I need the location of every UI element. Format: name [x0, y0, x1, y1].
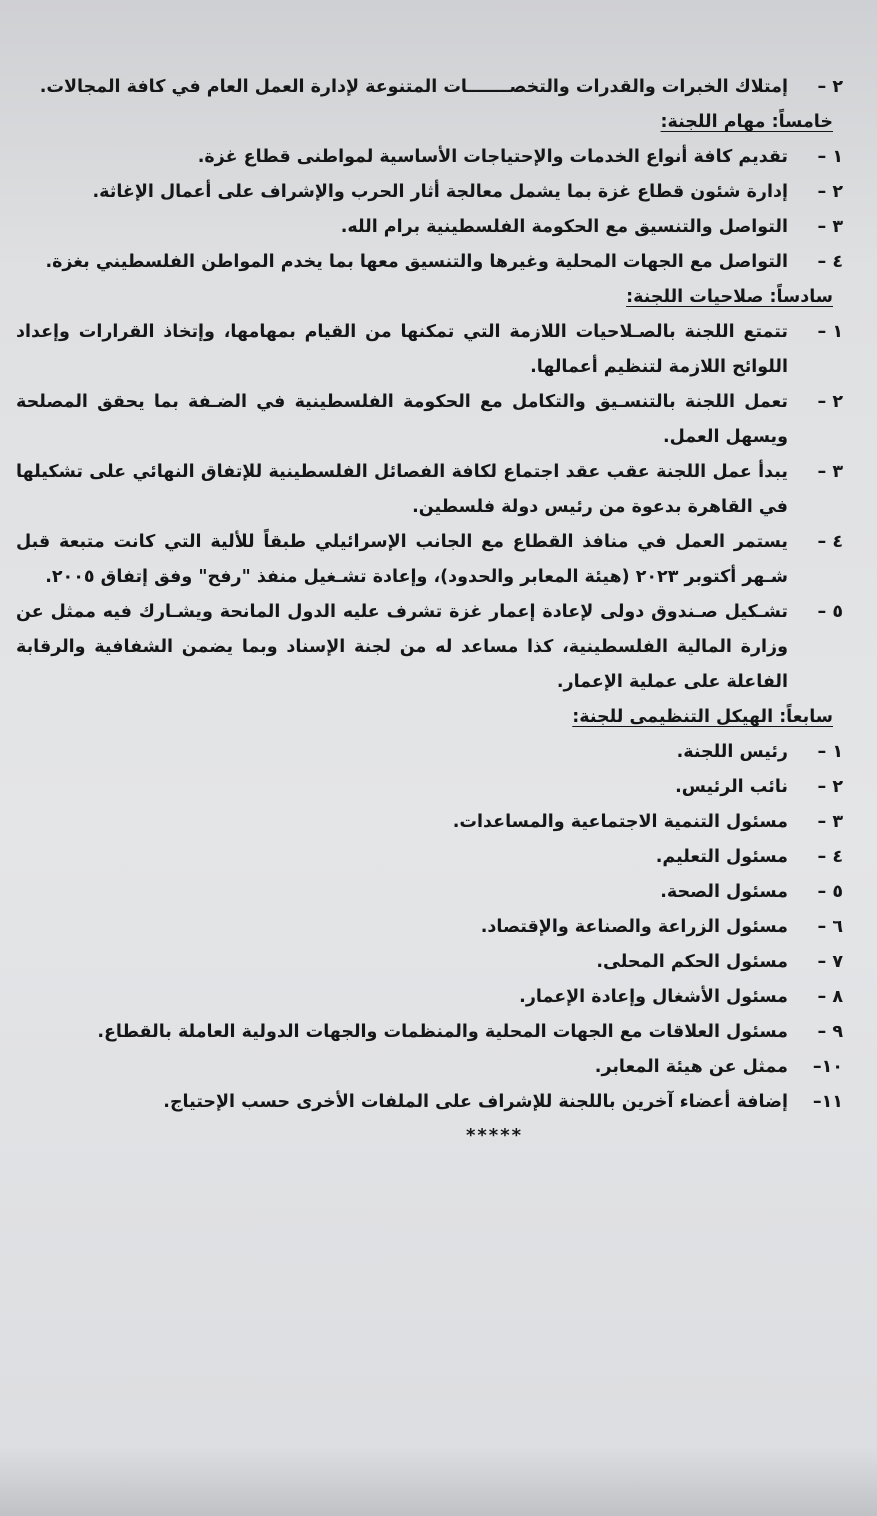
list-item: [16, 980, 843, 1015]
item-number: ٤ –: [817, 532, 843, 552]
item-text: تشـكيل صـندوق دولى لإعادة إعمار غزة تشرف عليه الدول المانحة ويشـارك فيه ممثل عن وزارة المالية الفلسطينية، كذا مساعد له من لجنة الإسناد وبما يضمن الشفافية والرقابة الفاعلة على عملية الإعمار.: [16, 602, 788, 692]
section-heading: خامساً: مهام اللجنة:: [660, 112, 833, 132]
item-number: ٤ –: [817, 847, 843, 867]
list-item: [16, 875, 843, 910]
item-number: ١١–: [812, 1092, 843, 1112]
section-heading: سابعاً: الهيكل التنظيمى للجنة:: [572, 707, 833, 727]
list-item: [16, 945, 843, 980]
item-number: ٨ –: [817, 987, 843, 1007]
list-item: [16, 1050, 843, 1085]
section-heading-row: [16, 105, 843, 140]
item-number: ٦ –: [817, 917, 843, 937]
list-item: [16, 770, 843, 805]
item-text: تقديم كافة أنواع الخدمات والإحتياجات الأساسية لمواطنى قطاع غزة.: [197, 147, 788, 167]
item-text: ممثل عن هيئة المعابر.: [594, 1057, 788, 1077]
list-item: [16, 455, 843, 525]
item-text: تتمتع اللجنة بالصـلاحيات اللازمة التي تمكنها من القيام بمهامها، وإتخاذ القرارات وإعداد اللوائح اللازمة لتنظيم أعمالها.: [16, 322, 788, 377]
list-item: [16, 315, 843, 385]
item-number: ٢ –: [817, 77, 843, 97]
item-number: ٣ –: [817, 217, 843, 237]
item-number: ٢ –: [817, 777, 843, 797]
list-item: [16, 385, 843, 455]
item-text: مسئول الزراعة والصناعة والإقتصاد.: [480, 917, 788, 937]
item-number: ٤ –: [817, 252, 843, 272]
item-number: ١ –: [817, 147, 843, 167]
section-heading-row: [16, 280, 843, 315]
item-number: ٥ –: [817, 882, 843, 902]
list-item: [16, 1015, 843, 1050]
item-number: ٣ –: [817, 812, 843, 832]
list-item: [16, 70, 843, 105]
list-item: [16, 140, 843, 175]
list-item: [16, 735, 843, 770]
item-number: ٩ –: [817, 1022, 843, 1042]
page-shadow: [0, 1446, 877, 1516]
item-text: تعمل اللجنة بالتنسـيق والتكامل مع الحكومة الفلسطينية في الضـفة بما يحقق المصلحة ويسهل العمل.: [16, 392, 788, 447]
end-of-text-mark: *****: [465, 1125, 524, 1146]
item-text: مسئول العلاقات مع الجهات المحلية والمنظمات والجهات الدولية العاملة بالقطاع.: [97, 1022, 788, 1042]
document-body: [16, 70, 843, 1150]
list-item: [16, 525, 843, 595]
item-text: يستمر العمل في منافذ القطاع مع الجانب الإسرائيلي طبقاً للألية التي كانت متبعة قبل شـهر أكتوبر ٢٠٢٣ (هيئة المعابر والحدود)، وإعادة تشـغيل منفذ "رفح" وفق إتفاق ٢٠٠٥.: [16, 532, 788, 587]
item-number: ٢ –: [817, 182, 843, 202]
item-text: التواصل مع الجهات المحلية وغيرها والتنسيق معها بما يخدم المواطن الفلسطيني بغزة.: [45, 252, 788, 272]
list-item: [16, 805, 843, 840]
item-number: ١ –: [817, 742, 843, 762]
section-heading-row: [16, 700, 843, 735]
list-item: [16, 840, 843, 875]
item-text: مسئول الصحة.: [660, 882, 788, 902]
item-text: التواصل والتنسيق مع الحكومة الفلسطينية برام الله.: [340, 217, 788, 237]
list-item: [16, 910, 843, 945]
item-number: ١٠–: [812, 1057, 843, 1077]
list-item: [16, 245, 843, 280]
item-number: ١ –: [817, 322, 843, 342]
item-text: نائب الرئيس.: [675, 777, 788, 797]
item-text: مسئول الحكم المحلى.: [596, 952, 788, 972]
item-number: ٢ –: [817, 392, 843, 412]
item-number: ٧ –: [817, 952, 843, 972]
list-item: [16, 210, 843, 245]
list-item: [16, 595, 843, 700]
item-text: مسئول التعليم.: [655, 847, 788, 867]
item-text: إضافة أعضاء آخرين باللجنة للإشراف على الملفات الأخرى حسب الإحتياج.: [163, 1092, 788, 1112]
item-number: ٣ –: [817, 462, 843, 482]
item-text: إدارة شئون قطاع غزة بما يشمل معالجة أثار الحرب والإشراف على أعمال الإغاثة.: [92, 182, 788, 202]
section-heading: سادساً: صلاحيات اللجنة:: [626, 287, 833, 307]
item-text: يبدأ عمل اللجنة عقب عقد اجتماع لكافة الفصائل الفلسطينية للإتفاق النهائي على تشكيلها في القاهرة بدعوة من رئيس دولة فلسطين.: [16, 462, 788, 517]
list-item: [16, 175, 843, 210]
item-text: رئيس اللجنة.: [676, 742, 788, 762]
list-item: [16, 1085, 843, 1120]
item-text: إمتلاك الخبرات والقدرات والتخصـــــــات المتنوعة لإدارة العمل العام في كافة المجالات.: [39, 77, 788, 97]
item-text: مسئول التنمية الاجتماعية والمساعدات.: [452, 812, 788, 832]
item-text: مسئول الأشغال وإعادة الإعمار.: [519, 987, 788, 1007]
item-number: ٥ –: [817, 602, 843, 622]
